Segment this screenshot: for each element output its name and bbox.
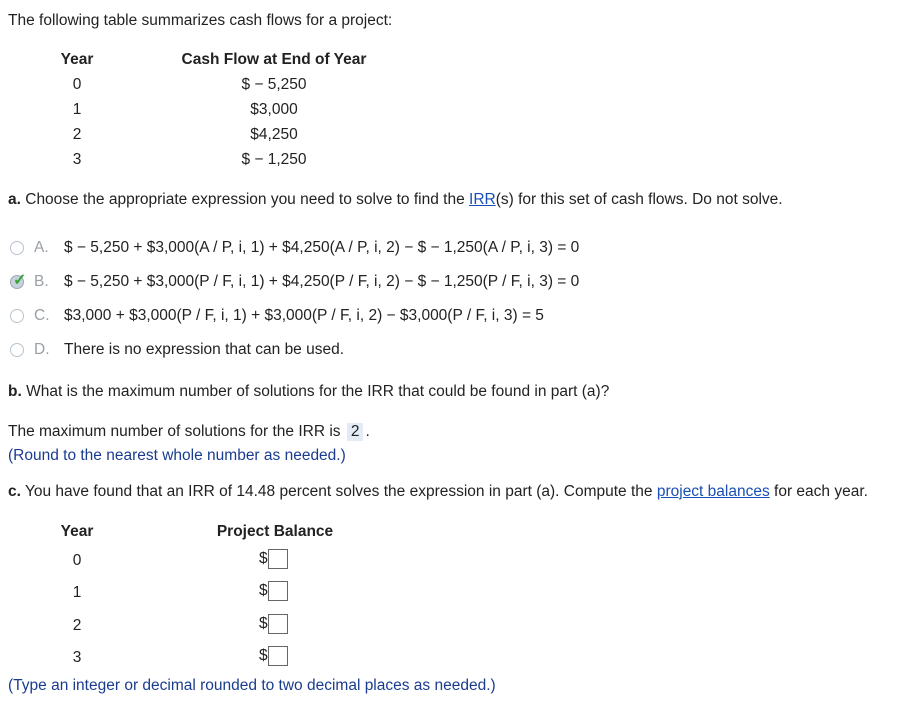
- option-a[interactable]: [10, 237, 579, 259]
- year-cell: 2: [72, 617, 82, 634]
- irr-link[interactable]: IRR: [469, 191, 496, 208]
- currency-symbol: $: [259, 582, 268, 600]
- year-cell: 1: [72, 101, 82, 118]
- cash-cell: $4,250: [250, 126, 298, 143]
- part-b-prefix: b.: [8, 383, 22, 400]
- radio-d[interactable]: [10, 343, 24, 357]
- part-c-question: [8, 483, 868, 501]
- option-letter: B.: [34, 273, 49, 290]
- option-letter: A.: [34, 239, 49, 256]
- balance-cell: [259, 581, 288, 601]
- part-c-prefix: c.: [8, 483, 21, 500]
- radio-c[interactable]: [10, 309, 24, 323]
- year-cell: 3: [72, 151, 82, 168]
- balance-input-year-2[interactable]: [268, 614, 288, 634]
- option-d[interactable]: [10, 339, 344, 361]
- option-text: $3,000 + $3,000(P / F, i, 1) + $3,000(P / F, i, 2) − $3,000(P / F, i, 3) = 5: [64, 307, 544, 324]
- currency-symbol: $: [259, 550, 268, 568]
- part-c-hint: (Type an integer or decimal rounded to two decimal places as needed.): [8, 677, 496, 694]
- balance-input-year-1[interactable]: [268, 581, 288, 601]
- part-a-text-after: (s) for this set of cash flows. Do not solve.: [495, 191, 783, 208]
- year-cell: 3: [72, 649, 82, 666]
- year-cell: 2: [72, 126, 82, 143]
- col-year-header: Year: [60, 51, 94, 68]
- col-balance-header: Project Balance: [216, 523, 334, 540]
- answer-prefix: The maximum number of solutions for the IRR is: [8, 423, 345, 440]
- project-balances-link[interactable]: project balances: [656, 483, 770, 500]
- intro-text: The following table summarizes cash flows for a project:: [8, 12, 393, 29]
- year-cell: 0: [72, 552, 82, 569]
- part-c-text-after: for each year.: [769, 483, 868, 500]
- balance-cell: [259, 549, 288, 569]
- part-a-question: [8, 191, 783, 209]
- balance-cell: [259, 646, 288, 666]
- option-text: There is no expression that can be used.: [64, 341, 345, 358]
- checkmark-icon: ✓: [13, 272, 27, 289]
- col-year-header: Year: [60, 523, 94, 540]
- year-cell: 1: [72, 584, 82, 601]
- option-b[interactable]: [10, 271, 579, 293]
- option-text: $ − 5,250 + $3,000(A / P, i, 1) + $4,250(A / P, i, 2) − $ − 1,250(A / P, i, 3) = 0: [64, 239, 580, 256]
- max-solutions-answer[interactable]: 2: [347, 423, 364, 441]
- cash-cell: $3,000: [250, 101, 298, 118]
- balance-input-year-3[interactable]: [268, 646, 288, 666]
- cash-cell: $ − 5,250: [241, 76, 307, 93]
- option-c[interactable]: [10, 305, 544, 327]
- currency-symbol: $: [259, 647, 268, 665]
- option-letter: D.: [34, 341, 50, 358]
- year-cell: 0: [72, 76, 82, 93]
- currency-symbol: $: [259, 615, 268, 633]
- option-letter: C.: [34, 307, 50, 324]
- part-b-hint: (Round to the nearest whole number as needed.): [8, 447, 346, 464]
- balance-input-year-0[interactable]: [268, 549, 288, 569]
- cash-cell: $ − 1,250: [241, 151, 307, 168]
- part-b-question: [8, 383, 609, 401]
- balance-cell: [259, 614, 288, 634]
- part-b-text: What is the maximum number of solutions for the IRR that could be found in part (a)?: [21, 383, 610, 400]
- radio-a[interactable]: [10, 241, 24, 255]
- answer-suffix: .: [365, 423, 370, 440]
- part-a-prefix: a.: [8, 191, 21, 208]
- option-text: $ − 5,250 + $3,000(P / F, i, 1) + $4,250(P / F, i, 2) − $ − 1,250(P / F, i, 3) = 0: [64, 273, 580, 290]
- radio-b[interactable]: [10, 272, 27, 289]
- part-a-text-before: Choose the appropriate expression you need to solve to find the: [20, 191, 470, 208]
- col-cash-header: Cash Flow at End of Year: [181, 51, 367, 68]
- part-b-answer-line: [8, 423, 370, 441]
- part-c-text-before: You have found that an IRR of 14.48 percent solves the expression in part (a). Compute the: [20, 483, 657, 500]
